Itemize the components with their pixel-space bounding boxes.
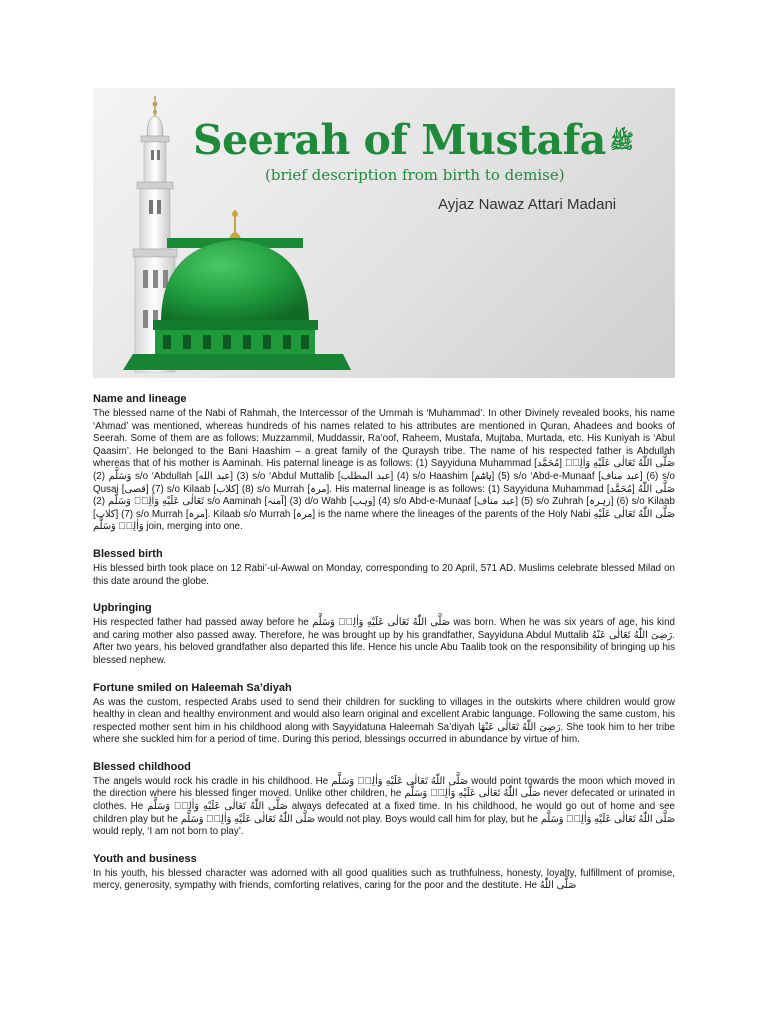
book-title bbox=[193, 116, 634, 164]
section-blessed-birth bbox=[93, 547, 675, 588]
section-paragraph: In his youth, his blessed character was adorned with all good qualities such as truthfulness, honesty, loyalty, fulfillment of promise, mercy, generosity, sympathy with friends, comforting relatives, caring for the poor and the destitute. He صَلَّى اللّٰهُ bbox=[93, 867, 675, 892]
section-heading: Fortune smiled on Haleemah Sa’diyah bbox=[93, 681, 292, 694]
book-subtitle: (brief description from birth to demise) bbox=[265, 166, 565, 184]
section-heading: Blessed birth bbox=[93, 547, 163, 560]
book-title-text: Seerah of Mustafa bbox=[193, 116, 606, 164]
section-name-and-lineage bbox=[93, 392, 675, 534]
section-haleemah-sadiyah bbox=[93, 681, 675, 747]
section-paragraph: His blessed birth took place on 12 Rabi’-ul-Awwal on Monday, corresponding to 20 April, 571 AD. Muslims celebrate blessed Milad on this date around the globe. bbox=[93, 562, 675, 587]
section-heading: Name and lineage bbox=[93, 393, 187, 405]
section-paragraph: His respected father had passed away before he صَلَّى اللّٰهُ تَعَالٰى عَلَيْهِ وَاٰلِهٖ وَسَلَّم was born. When he was six years of age, his kind and caring mother also passed away. Therefore, he was brought up by his grandfather, Sayyiduna Abdul Muttalib رَضِىَ اللّٰهُ تَعَالٰى عَنْهُ. After two years, his beloved grandfather also departed this life. Hence his uncle Abu Taalib took on the responsibility of bringing up his blessed nephew. bbox=[93, 617, 675, 666]
article-body bbox=[93, 392, 675, 906]
honorific-calligraphy: ﷺ bbox=[609, 129, 634, 153]
section-paragraph: The blessed name of the Nabi of Rahmah, the Intercessor of the Ummah is ‘Muhammad’. In other Divinely revealed books, his name ‘Ahmad’ was mentioned, whereas hundreds of his names related to his attributes are mentioned in Quran, Ahadees and books of Seerah. Some of them are as follows: Muzzammil, Muddassir, Ra’oof, Raheem, Mustafa, Mujtaba, Murtada, etc. His Kuniyah is ‘Abul Qaasim’. He belonged to the Bani Haashim – a great family of the Quraysh tribe. The name of his respected father is Abdullah whereas that of his mother is Aaminah. His paternal lineage is as follows: (1) Sayyiduna Muhammad [مُحَمَّد] صَلَّى اللّٰهُ تَعَالٰى عَلَيْهِ وَاٰلِهٖ وَسَلَّم (2) s/o ‘Abdullah [عبد الله] (3) s/o ‘Abdul Muttalib [عبد المطلب] (4) s/o Haashim [ہاشم] (5) s/o ‘Abd-e-Munaaf [عبد مناف] (6) s/o Qusai [قصی] (7) s/o Kilaab [کلاب] (8) s/o Murrah [مرہ]. His maternal lineage is as follows: (1) Sayyiduna Muhammad [مُحَمَّد] صَلَّى اللّٰهُ تَعَالٰى عَلَيْهِ وَاٰلِهٖ وَسَلَّم (2) s/o Aaminah [آمنہ] (3) d/o Wahb [وہب] (4) s/o Abd-e-Munaaf [عبد مناف] (5) s/o Zuhrah [زہرہ] (6) s/o Kilaab [کلاب] (7) s/o Murrah [مرہ]. Kilaab s/o Murrah [مرہ] is the name where the lineages of the parents of the Holy Nabi صَلَّى اللّٰهُ تَعَالٰى عَلَيْهِ وَاٰلِهٖ وَسَلَّم join, merging into one. bbox=[93, 408, 676, 533]
section-paragraph: The angels would rock his cradle in his childhood. He صَلَّى اللّٰهُ تَعَالٰى عَلَيْهِ وَاٰلِهٖ وَسَلَّم would point towards the moon which moved in the direction where his blessed finger moved. Unlike other children, he صَلَّى اللّٰهُ تَعَالٰى عَلَيْهِ وَاٰلِهٖ وَسَلَّم never defecated or urinated in clothes. He صَلَّى اللّٰهُ تَعَالٰى عَلَيْهِ وَاٰلِهٖ وَسَلَّم always defecated at a fixed time. In his childhood, he would go out of home and see children play but he صَلَّى اللّٰهُ تَعَالٰى عَلَيْهِ وَاٰلِهٖ وَسَلَّم would not play. Boys would call him for play, but he صَلَّى اللّٰهُ تَعَالٰى عَلَيْهِ وَاٰلِهٖ وَسَلَّم would reply, ‘I am not born to play’. bbox=[93, 775, 676, 838]
section-upbringing bbox=[93, 601, 675, 667]
author-name: Ayjaz Nawaz Attari Madani bbox=[438, 196, 617, 213]
section-blessed-childhood bbox=[93, 760, 675, 839]
section-youth-and-business bbox=[93, 852, 675, 893]
section-paragraph: As was the custom, respected Arabs used to send their children for suckling to villages in the outskirts where children would grow healthy in clean and healthy environment and would also learn original and excellent Arabic language. Following the same custom, his respected mother sent him in his childhood along with Sayyidatuna Haleemah Sa’diyah رَضِىَ اللّٰهُ تَعَالٰى عَنْهَا. She took him to her tribe where she suckled him for a period of time. During this period, blessings occurred in abundance by virtue of him. bbox=[93, 696, 675, 746]
section-heading: Upbringing bbox=[93, 602, 152, 615]
cover-banner bbox=[93, 88, 675, 378]
section-heading: Youth and business bbox=[93, 852, 197, 865]
section-heading: Blessed childhood bbox=[93, 760, 191, 773]
